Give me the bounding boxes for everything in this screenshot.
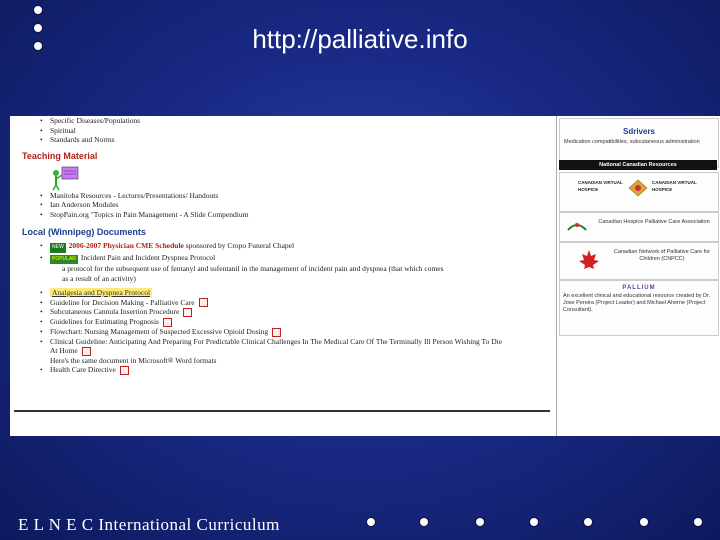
decorative-dot	[640, 518, 648, 526]
list-item[interactable]: • Standards and Norms	[38, 135, 558, 145]
decorative-dot	[34, 6, 42, 14]
cnpcc-box[interactable]	[559, 242, 719, 280]
divider	[14, 410, 550, 412]
analgesia-link[interactable]: Analgesia and Dyspnea Protocol	[52, 288, 151, 297]
cnpcc-text: Canadian Network of Palliative Care for Children (CNPCC)	[613, 249, 711, 262]
sidebar	[556, 116, 720, 436]
decorative-dot	[530, 518, 538, 526]
decorative-dot	[584, 518, 592, 526]
pdf-icon	[82, 347, 91, 356]
list-item[interactable]	[38, 317, 558, 327]
list-item[interactable]: • Ian Anderson Modules	[38, 200, 558, 210]
cme-schedule-link[interactable]: 2006-2007 Physician CME Schedule	[68, 241, 184, 250]
decorative-dot	[476, 518, 484, 526]
list-item[interactable]: • Spiritual	[38, 126, 558, 136]
decorative-dot	[367, 518, 375, 526]
ncr-label: National Canadian Resources	[599, 162, 677, 168]
cannula-link[interactable]: Subcutaneous Cannula Insertion Procedure	[50, 307, 180, 317]
pdf-icon	[120, 366, 129, 375]
list-item[interactable]: • StopPain.org "Topics in Pain Management - A Slide Compendium	[38, 210, 558, 220]
cvh-box[interactable]	[559, 172, 719, 212]
teaching-illustration	[50, 165, 558, 191]
list-item[interactable]	[38, 307, 558, 317]
list-item[interactable]	[38, 241, 558, 253]
cvh-right-text: CANADIAN VIRTUAL HOSPICE	[652, 180, 697, 192]
cme-sponsor-text: sponsored by Cropo Funeral Chapel	[185, 241, 295, 250]
pdf-icon	[163, 318, 172, 327]
popular-badge: POPULAR	[50, 255, 78, 265]
list-item[interactable]	[38, 337, 558, 347]
local-heading: Local (Winnipeg) Documents	[22, 227, 146, 237]
ncr-banner[interactable]	[559, 160, 717, 170]
chpca-text: Canadian Hospice Palliative Care Association	[598, 219, 710, 225]
list-item[interactable]	[38, 298, 558, 308]
prognosis-link[interactable]: Guidelines for Estimating Prognosis	[50, 317, 159, 327]
list-item[interactable]	[38, 327, 558, 337]
list-item[interactable]	[38, 288, 558, 298]
maple-leaf-icon	[578, 249, 600, 271]
cvh-left-text: CANADIAN VIRTUAL HOSPICE	[578, 180, 623, 192]
decision-making-link[interactable]: Guideline for Decision Making - Palliative Care	[50, 297, 195, 307]
pdf-icon	[272, 328, 281, 337]
protocol-note-line: a protocol for the subsequent use of fentanyl and sufentanil in the management of incident pain and dyspnea (that which comes	[62, 264, 444, 273]
decorative-dot	[694, 518, 702, 526]
footer-text: E L N E C International Curriculum	[18, 515, 280, 534]
pallium-logo: PALLIUM	[622, 285, 656, 291]
pdf-icon	[183, 308, 192, 317]
clinical-guideline-link[interactable]: Clinical Guideline: Anticipating And Preparing For Predictable Clinical Challenges In The Medical Care Of The Terminally Ill Person Wishing To Die	[50, 336, 503, 346]
at-home-link[interactable]: At Home	[50, 346, 78, 356]
incident-pain-link[interactable]: Incident Pain and Incident Dyspnea Protocol	[80, 252, 216, 262]
teacher-icon	[50, 165, 80, 191]
protocol-note-line: as a result of an activity)	[62, 273, 136, 283]
flowchart-link[interactable]: Flowchart: Nursing Management of Suspected Excessive Opioid Dosing	[50, 326, 269, 336]
teaching-heading: Teaching Material	[22, 150, 98, 161]
protocol-note	[38, 264, 558, 283]
decorative-dot	[420, 518, 428, 526]
chpca-logo-icon	[566, 220, 588, 234]
list-item[interactable]	[38, 253, 558, 265]
pallium-box[interactable]	[559, 280, 719, 336]
health-care-directive-link[interactable]: Health Care Directive	[50, 365, 116, 375]
slide-title: http://palliative.info	[252, 24, 468, 54]
drivers-title: Sdrivers	[622, 127, 656, 136]
pdf-icon	[199, 298, 208, 307]
main-content	[22, 116, 558, 375]
pallium-text: An excellent clinical and educational resource created by Dr. Jose Pereira (Project Leader) and Michael Aherne (Project Consultant).	[563, 293, 711, 313]
drivers-text: Medication compatibilities, subcutaneous administration	[564, 139, 700, 145]
list-item-continuation[interactable]	[38, 346, 558, 356]
website-screenshot	[10, 116, 720, 436]
chpca-box[interactable]	[559, 212, 719, 242]
list-item[interactable]: • Specific Diseases/Populations	[38, 116, 558, 126]
word-format-note: Here's the same document in Microsoft® Word formats	[50, 355, 217, 365]
list-item[interactable]: • Manitoba Resources - Lectures/Presentations/ Handouts	[38, 191, 558, 201]
hospice-logo-icon	[628, 179, 648, 197]
new-badge: NEW	[50, 243, 66, 253]
list-item[interactable]	[38, 365, 558, 375]
